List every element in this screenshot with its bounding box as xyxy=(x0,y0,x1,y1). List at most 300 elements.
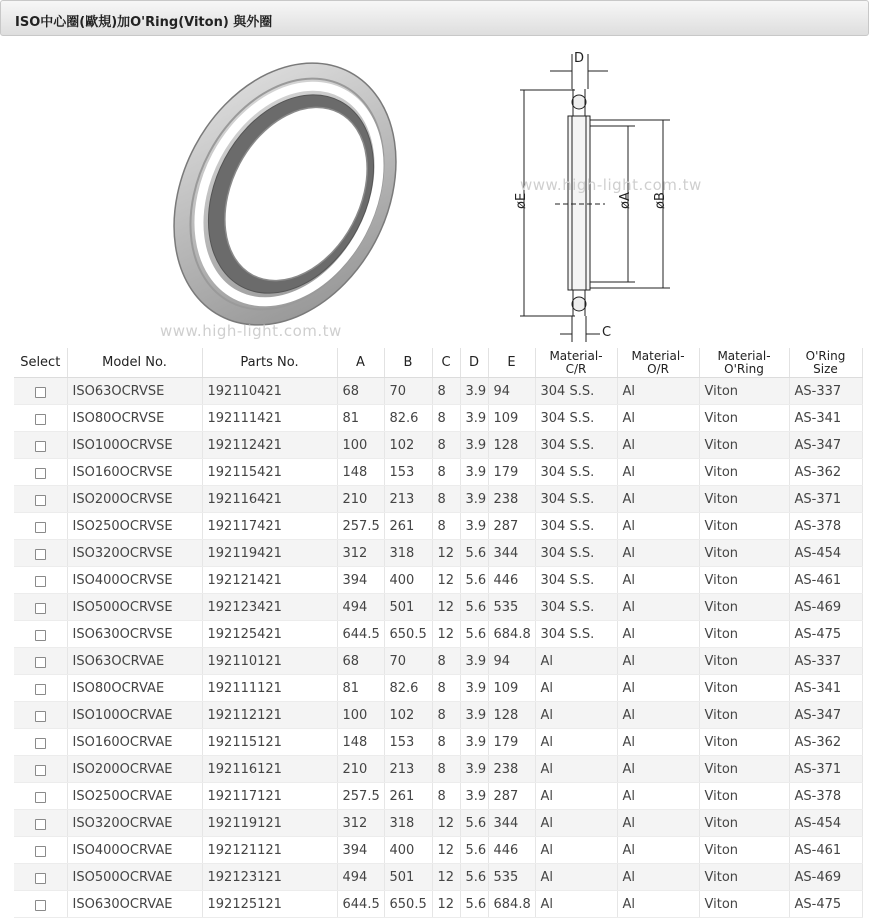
cell-a: 100 xyxy=(337,702,384,729)
cell-a: 81 xyxy=(337,675,384,702)
cell-model: ISO250OCRVSE xyxy=(67,513,202,540)
cell-a: 100 xyxy=(337,432,384,459)
cell-or: Al xyxy=(617,891,699,918)
cell-model: ISO100OCRVSE xyxy=(67,432,202,459)
cell-d: 3.9 xyxy=(460,513,488,540)
cell-cr: 304 S.S. xyxy=(535,540,617,567)
cell-or: Al xyxy=(617,621,699,648)
row-select-checkbox[interactable] xyxy=(35,819,46,830)
cell-oring: Viton xyxy=(699,621,789,648)
select-cell xyxy=(14,810,67,837)
cell-d: 3.9 xyxy=(460,729,488,756)
table-header-row xyxy=(14,348,862,378)
cell-cr: 304 S.S. xyxy=(535,567,617,594)
cell-d: 5.6 xyxy=(460,567,488,594)
cell-cr: Al xyxy=(535,756,617,783)
parts-table xyxy=(14,348,863,918)
cell-size: AS-378 xyxy=(789,513,862,540)
cell-parts: 192116421 xyxy=(202,486,337,513)
table-row xyxy=(14,702,862,729)
select-cell xyxy=(14,891,67,918)
row-select-checkbox[interactable] xyxy=(35,387,46,398)
cell-oring: Viton xyxy=(699,675,789,702)
cell-size: AS-461 xyxy=(789,567,862,594)
cell-size: AS-475 xyxy=(789,621,862,648)
cell-a: 312 xyxy=(337,540,384,567)
cell-c: 12 xyxy=(432,891,460,918)
cell-cr: 304 S.S. xyxy=(535,378,617,405)
cell-a: 68 xyxy=(337,648,384,675)
cell-or: Al xyxy=(617,567,699,594)
row-select-checkbox[interactable] xyxy=(35,603,46,614)
cell-d: 5.6 xyxy=(460,864,488,891)
table-row xyxy=(14,648,862,675)
cell-a: 644.5 xyxy=(337,621,384,648)
cell-b: 650.5 xyxy=(384,621,432,648)
select-cell xyxy=(14,513,67,540)
page-title: ISO中心圈(歐規)加O'Ring(Viton) 與外圈 xyxy=(15,15,273,30)
row-select-checkbox[interactable] xyxy=(35,468,46,479)
cell-b: 400 xyxy=(384,567,432,594)
cell-oring: Viton xyxy=(699,594,789,621)
cell-e: 535 xyxy=(488,864,535,891)
table-row xyxy=(14,675,862,702)
cell-c: 8 xyxy=(432,378,460,405)
cell-cr: 304 S.S. xyxy=(535,513,617,540)
cell-cr: 304 S.S. xyxy=(535,459,617,486)
select-cell xyxy=(14,837,67,864)
cell-c: 8 xyxy=(432,486,460,513)
cell-e: 684.8 xyxy=(488,621,535,648)
table-row xyxy=(14,594,862,621)
dim-label-e: øE xyxy=(514,192,529,209)
cell-b: 82.6 xyxy=(384,405,432,432)
cell-e: 344 xyxy=(488,540,535,567)
cell-e: 535 xyxy=(488,594,535,621)
select-cell xyxy=(14,567,67,594)
cell-cr: Al xyxy=(535,702,617,729)
cell-c: 12 xyxy=(432,810,460,837)
col-c: C xyxy=(432,348,460,378)
cell-e: 94 xyxy=(488,378,535,405)
cell-oring: Viton xyxy=(699,729,789,756)
cell-oring: Viton xyxy=(699,837,789,864)
cell-cr: 304 S.S. xyxy=(535,621,617,648)
cell-parts: 192121121 xyxy=(202,837,337,864)
cell-model: ISO200OCRVSE xyxy=(67,486,202,513)
cell-b: 501 xyxy=(384,864,432,891)
cell-b: 153 xyxy=(384,729,432,756)
cell-cr: Al xyxy=(535,675,617,702)
cell-model: ISO400OCRVSE xyxy=(67,567,202,594)
cell-d: 3.9 xyxy=(460,486,488,513)
cross-section-diagram xyxy=(500,44,700,344)
select-cell xyxy=(14,486,67,513)
cell-e: 446 xyxy=(488,837,535,864)
dim-label-a: øA xyxy=(618,192,633,209)
cell-b: 82.6 xyxy=(384,675,432,702)
cell-d: 5.6 xyxy=(460,621,488,648)
cell-b: 70 xyxy=(384,648,432,675)
table-row xyxy=(14,459,862,486)
cell-c: 8 xyxy=(432,648,460,675)
cell-oring: Viton xyxy=(699,513,789,540)
cell-d: 3.9 xyxy=(460,702,488,729)
col-a: A xyxy=(337,348,384,378)
cell-parts: 192115121 xyxy=(202,729,337,756)
cell-b: 102 xyxy=(384,432,432,459)
cell-parts: 192112421 xyxy=(202,432,337,459)
cell-cr: 304 S.S. xyxy=(535,432,617,459)
row-select-checkbox[interactable] xyxy=(35,738,46,749)
row-select-checkbox[interactable] xyxy=(35,846,46,857)
cell-a: 394 xyxy=(337,567,384,594)
cell-or: Al xyxy=(617,837,699,864)
cell-d: 3.9 xyxy=(460,378,488,405)
cell-size: AS-337 xyxy=(789,648,862,675)
cell-c: 8 xyxy=(432,513,460,540)
cell-model: ISO400OCRVAE xyxy=(67,837,202,864)
cell-size: AS-371 xyxy=(789,486,862,513)
cell-a: 148 xyxy=(337,459,384,486)
cell-size: AS-347 xyxy=(789,702,862,729)
cell-c: 12 xyxy=(432,540,460,567)
cell-oring: Viton xyxy=(699,378,789,405)
cell-d: 3.9 xyxy=(460,648,488,675)
cell-d: 5.6 xyxy=(460,810,488,837)
select-cell xyxy=(14,648,67,675)
table-row xyxy=(14,810,862,837)
cell-e: 109 xyxy=(488,405,535,432)
cell-d: 3.9 xyxy=(460,675,488,702)
col-model: Model No. xyxy=(67,348,202,378)
cell-model: ISO63OCRVAE xyxy=(67,648,202,675)
cell-size: AS-475 xyxy=(789,891,862,918)
row-select-checkbox[interactable] xyxy=(35,522,46,533)
table-row xyxy=(14,891,862,918)
cell-a: 210 xyxy=(337,486,384,513)
cell-size: AS-371 xyxy=(789,756,862,783)
cell-a: 257.5 xyxy=(337,783,384,810)
cell-d: 3.9 xyxy=(460,405,488,432)
cell-a: 257.5 xyxy=(337,513,384,540)
dim-label-d: D xyxy=(574,51,585,66)
cell-e: 238 xyxy=(488,756,535,783)
cell-b: 650.5 xyxy=(384,891,432,918)
cell-a: 81 xyxy=(337,405,384,432)
select-cell xyxy=(14,594,67,621)
select-cell xyxy=(14,864,67,891)
cell-b: 261 xyxy=(384,783,432,810)
watermark-right: www.high-light.com.tw xyxy=(520,176,702,194)
cell-b: 102 xyxy=(384,702,432,729)
cell-parts: 192123421 xyxy=(202,594,337,621)
cell-e: 128 xyxy=(488,432,535,459)
cell-cr: Al xyxy=(535,864,617,891)
cell-parts: 192112121 xyxy=(202,702,337,729)
cell-a: 494 xyxy=(337,864,384,891)
select-cell xyxy=(14,405,67,432)
cell-oring: Viton xyxy=(699,567,789,594)
col-oring-size-line2: Size xyxy=(813,361,838,376)
cell-model: ISO200OCRVAE xyxy=(67,756,202,783)
row-select-checkbox[interactable] xyxy=(35,873,46,884)
cell-b: 213 xyxy=(384,486,432,513)
cell-b: 261 xyxy=(384,513,432,540)
cell-e: 179 xyxy=(488,729,535,756)
cell-model: ISO80OCRVAE xyxy=(67,675,202,702)
col-material-or xyxy=(617,348,699,378)
cell-model: ISO100OCRVAE xyxy=(67,702,202,729)
cell-b: 153 xyxy=(384,459,432,486)
select-cell xyxy=(14,459,67,486)
cell-c: 8 xyxy=(432,432,460,459)
cell-cr: Al xyxy=(535,837,617,864)
row-select-checkbox[interactable] xyxy=(35,495,46,506)
cell-size: AS-469 xyxy=(789,864,862,891)
cell-size: AS-378 xyxy=(789,783,862,810)
cell-model: ISO320OCRVAE xyxy=(67,810,202,837)
cell-or: Al xyxy=(617,675,699,702)
table-row xyxy=(14,837,862,864)
cell-e: 128 xyxy=(488,702,535,729)
col-material-or-line2: O/R xyxy=(647,361,669,376)
cell-cr: Al xyxy=(535,783,617,810)
col-b: B xyxy=(384,348,432,378)
cell-d: 5.6 xyxy=(460,837,488,864)
table-row xyxy=(14,756,862,783)
cell-b: 501 xyxy=(384,594,432,621)
cell-d: 5.6 xyxy=(460,594,488,621)
cell-oring: Viton xyxy=(699,432,789,459)
page-header xyxy=(0,0,869,36)
cell-e: 109 xyxy=(488,675,535,702)
cell-c: 12 xyxy=(432,837,460,864)
cell-or: Al xyxy=(617,378,699,405)
cell-c: 8 xyxy=(432,405,460,432)
cell-a: 312 xyxy=(337,810,384,837)
cell-cr: Al xyxy=(535,810,617,837)
cell-parts: 192119421 xyxy=(202,540,337,567)
cell-b: 400 xyxy=(384,837,432,864)
cell-d: 3.9 xyxy=(460,756,488,783)
cell-oring: Viton xyxy=(699,540,789,567)
select-cell xyxy=(14,783,67,810)
table-row xyxy=(14,405,862,432)
select-cell xyxy=(14,729,67,756)
cell-or: Al xyxy=(617,513,699,540)
product-ring-image xyxy=(150,44,420,344)
cell-c: 12 xyxy=(432,621,460,648)
row-select-checkbox[interactable] xyxy=(35,549,46,560)
cell-size: AS-341 xyxy=(789,675,862,702)
select-cell xyxy=(14,702,67,729)
cell-oring: Viton xyxy=(699,486,789,513)
row-select-checkbox[interactable] xyxy=(35,684,46,695)
table-row xyxy=(14,486,862,513)
cell-parts: 192125121 xyxy=(202,891,337,918)
cell-e: 179 xyxy=(488,459,535,486)
cell-oring: Viton xyxy=(699,756,789,783)
cell-model: ISO160OCRVAE xyxy=(67,729,202,756)
watermark-left: www.high-light.com.tw xyxy=(160,322,342,340)
cell-size: AS-454 xyxy=(789,540,862,567)
cell-a: 210 xyxy=(337,756,384,783)
cell-parts: 192119121 xyxy=(202,810,337,837)
cell-parts: 192110421 xyxy=(202,378,337,405)
row-select-checkbox[interactable] xyxy=(35,630,46,641)
cell-c: 8 xyxy=(432,675,460,702)
row-select-checkbox[interactable] xyxy=(35,414,46,425)
cell-c: 8 xyxy=(432,729,460,756)
cell-cr: 304 S.S. xyxy=(535,594,617,621)
cell-a: 494 xyxy=(337,594,384,621)
cell-a: 394 xyxy=(337,837,384,864)
table-row xyxy=(14,729,862,756)
col-oring-size-line1: O'Ring xyxy=(805,348,846,363)
cell-or: Al xyxy=(617,810,699,837)
cell-or: Al xyxy=(617,729,699,756)
dim-label-b: øB xyxy=(653,192,668,209)
col-material-cr-line1: Material- xyxy=(549,348,603,363)
cell-or: Al xyxy=(617,756,699,783)
cell-size: AS-362 xyxy=(789,729,862,756)
row-select-checkbox[interactable] xyxy=(35,900,46,911)
cell-model: ISO500OCRVSE xyxy=(67,594,202,621)
cell-oring: Viton xyxy=(699,648,789,675)
cell-or: Al xyxy=(617,486,699,513)
col-material-or-line1: Material- xyxy=(631,348,685,363)
cell-model: ISO250OCRVAE xyxy=(67,783,202,810)
cell-size: AS-341 xyxy=(789,405,862,432)
cell-c: 12 xyxy=(432,864,460,891)
cell-size: AS-454 xyxy=(789,810,862,837)
col-select: Select xyxy=(14,348,67,378)
cell-oring: Viton xyxy=(699,783,789,810)
cell-cr: Al xyxy=(535,729,617,756)
cell-d: 3.9 xyxy=(460,459,488,486)
cell-e: 287 xyxy=(488,783,535,810)
cell-parts: 192121421 xyxy=(202,567,337,594)
table-row xyxy=(14,540,862,567)
dim-label-c: C xyxy=(602,325,612,340)
cell-cr: 304 S.S. xyxy=(535,486,617,513)
cell-e: 94 xyxy=(488,648,535,675)
select-cell xyxy=(14,432,67,459)
cell-or: Al xyxy=(617,432,699,459)
cell-or: Al xyxy=(617,405,699,432)
cell-or: Al xyxy=(617,702,699,729)
cell-a: 68 xyxy=(337,378,384,405)
table-row xyxy=(14,567,862,594)
cell-d: 3.9 xyxy=(460,783,488,810)
select-cell xyxy=(14,756,67,783)
cell-or: Al xyxy=(617,594,699,621)
cell-parts: 192117121 xyxy=(202,783,337,810)
cell-size: AS-461 xyxy=(789,837,862,864)
cell-parts: 192123121 xyxy=(202,864,337,891)
col-material-oring-line1: Material- xyxy=(717,348,771,363)
cell-oring: Viton xyxy=(699,702,789,729)
cell-parts: 192111121 xyxy=(202,675,337,702)
cell-parts: 192117421 xyxy=(202,513,337,540)
cell-or: Al xyxy=(617,648,699,675)
cell-c: 8 xyxy=(432,756,460,783)
row-select-checkbox[interactable] xyxy=(35,711,46,722)
cell-oring: Viton xyxy=(699,891,789,918)
cell-oring: Viton xyxy=(699,864,789,891)
cell-or: Al xyxy=(617,783,699,810)
cell-c: 8 xyxy=(432,702,460,729)
cell-parts: 192111421 xyxy=(202,405,337,432)
cell-model: ISO320OCRVSE xyxy=(67,540,202,567)
cell-model: ISO630OCRVSE xyxy=(67,621,202,648)
select-cell xyxy=(14,675,67,702)
cell-size: AS-337 xyxy=(789,378,862,405)
table-row xyxy=(14,432,862,459)
cell-parts: 192116121 xyxy=(202,756,337,783)
table-row xyxy=(14,783,862,810)
col-oring-size xyxy=(789,348,862,378)
cell-d: 5.6 xyxy=(460,540,488,567)
col-material-oring xyxy=(699,348,789,378)
cell-size: AS-347 xyxy=(789,432,862,459)
row-select-checkbox[interactable] xyxy=(35,765,46,776)
row-select-checkbox[interactable] xyxy=(35,441,46,452)
cell-parts: 192115421 xyxy=(202,459,337,486)
cell-b: 318 xyxy=(384,540,432,567)
table-row xyxy=(14,621,862,648)
col-material-cr-line2: C/R xyxy=(565,361,587,376)
row-select-checkbox[interactable] xyxy=(35,657,46,668)
table-row xyxy=(14,378,862,405)
col-d: D xyxy=(460,348,488,378)
col-material-cr xyxy=(535,348,617,378)
cell-model: ISO63OCRVSE xyxy=(67,378,202,405)
cell-a: 148 xyxy=(337,729,384,756)
cell-e: 446 xyxy=(488,567,535,594)
cell-b: 213 xyxy=(384,756,432,783)
cell-oring: Viton xyxy=(699,810,789,837)
cell-oring: Viton xyxy=(699,405,789,432)
cell-oring: Viton xyxy=(699,459,789,486)
cell-e: 344 xyxy=(488,810,535,837)
cell-e: 684.8 xyxy=(488,891,535,918)
cell-c: 8 xyxy=(432,783,460,810)
col-e: E xyxy=(488,348,535,378)
cell-a: 644.5 xyxy=(337,891,384,918)
cell-e: 287 xyxy=(488,513,535,540)
cell-model: ISO630OCRVAE xyxy=(67,891,202,918)
cell-model: ISO500OCRVAE xyxy=(67,864,202,891)
cell-cr: 304 S.S. xyxy=(535,405,617,432)
row-select-checkbox[interactable] xyxy=(35,792,46,803)
col-material-oring-line2: O'Ring xyxy=(724,361,764,376)
cell-c: 8 xyxy=(432,459,460,486)
cell-c: 12 xyxy=(432,567,460,594)
row-select-checkbox[interactable] xyxy=(35,576,46,587)
select-cell xyxy=(14,378,67,405)
cell-size: AS-469 xyxy=(789,594,862,621)
cell-parts: 192125421 xyxy=(202,621,337,648)
table-row xyxy=(14,513,862,540)
cell-or: Al xyxy=(617,459,699,486)
cell-or: Al xyxy=(617,540,699,567)
cell-b: 318 xyxy=(384,810,432,837)
cell-c: 12 xyxy=(432,594,460,621)
table-row xyxy=(14,864,862,891)
cell-b: 70 xyxy=(384,378,432,405)
